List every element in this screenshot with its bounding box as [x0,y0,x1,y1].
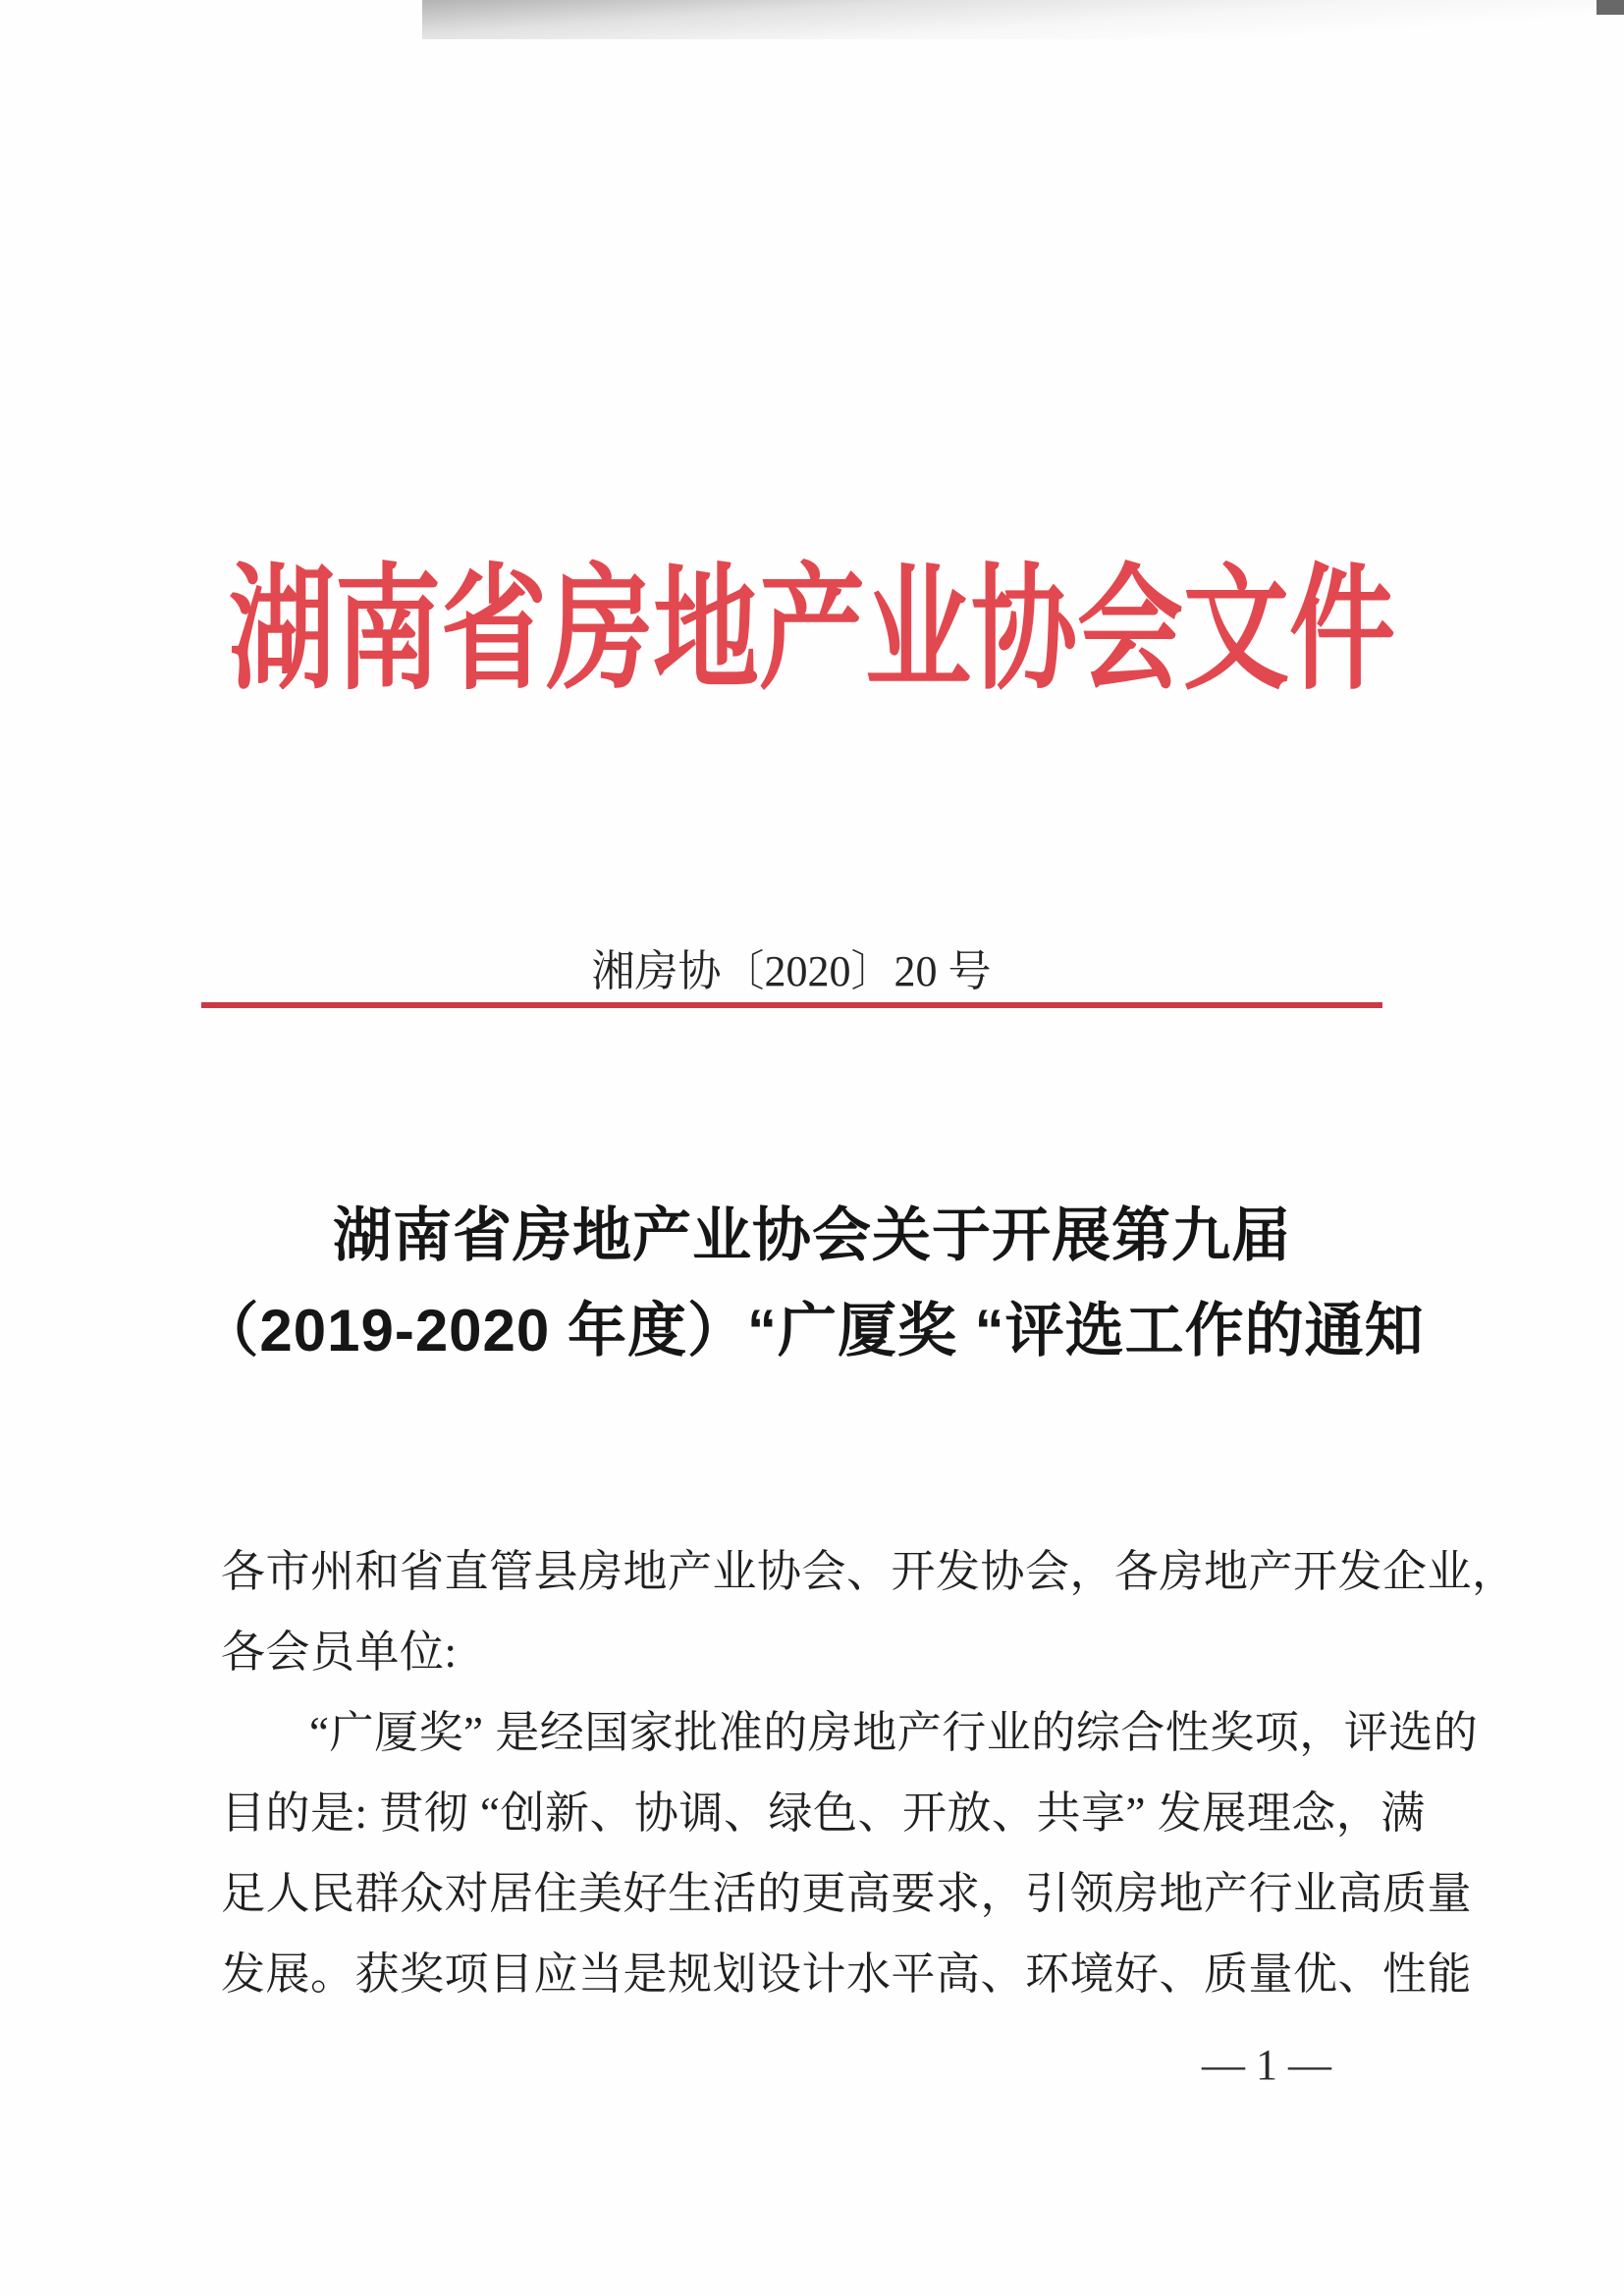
scan-corner-artifact [1597,0,1624,15]
salutation-line-1: 各市州和省直管县房地产业协会、开发协会，各房地产开发企业， [221,1547,1517,1596]
document-body [221,1531,1517,2014]
paragraph-line-4: 发展。获奖项目应当是规划设计水平高、环境好、质量优、性能 [221,1949,1473,1999]
salutation-line-2: 各会员单位: [221,1628,458,1677]
document-title-line2: （2019-2020 年度）“广厦奖 “评选工作的通知 [199,1298,1425,1363]
document-title-line1: 湖南省房地产业协会关于开展第九届 [333,1202,1291,1268]
red-separator-line [201,1002,1382,1008]
paragraph-line-2: 目的是: 贯彻 “创新、协调、绿色、开放、共享” 发展理念，满 [221,1789,1426,1838]
red-letterhead-title: 湖南省房地产业协会文件 [228,557,1395,707]
document-number: 湘房协〔2020〕20 号 [591,947,992,995]
scan-shadow-artifact [422,0,1624,39]
paragraph-line-1: “广厦奖” 是经国家批准的房地产行业的综合性奖项，评选的 [309,1708,1479,1757]
document-title [0,1188,1624,1378]
paragraph-line-3: 足人民群众对居住美好生活的更高要求，引领房地产行业高质量 [221,1869,1473,1918]
page-number: — 1 — [1202,2041,1331,2089]
